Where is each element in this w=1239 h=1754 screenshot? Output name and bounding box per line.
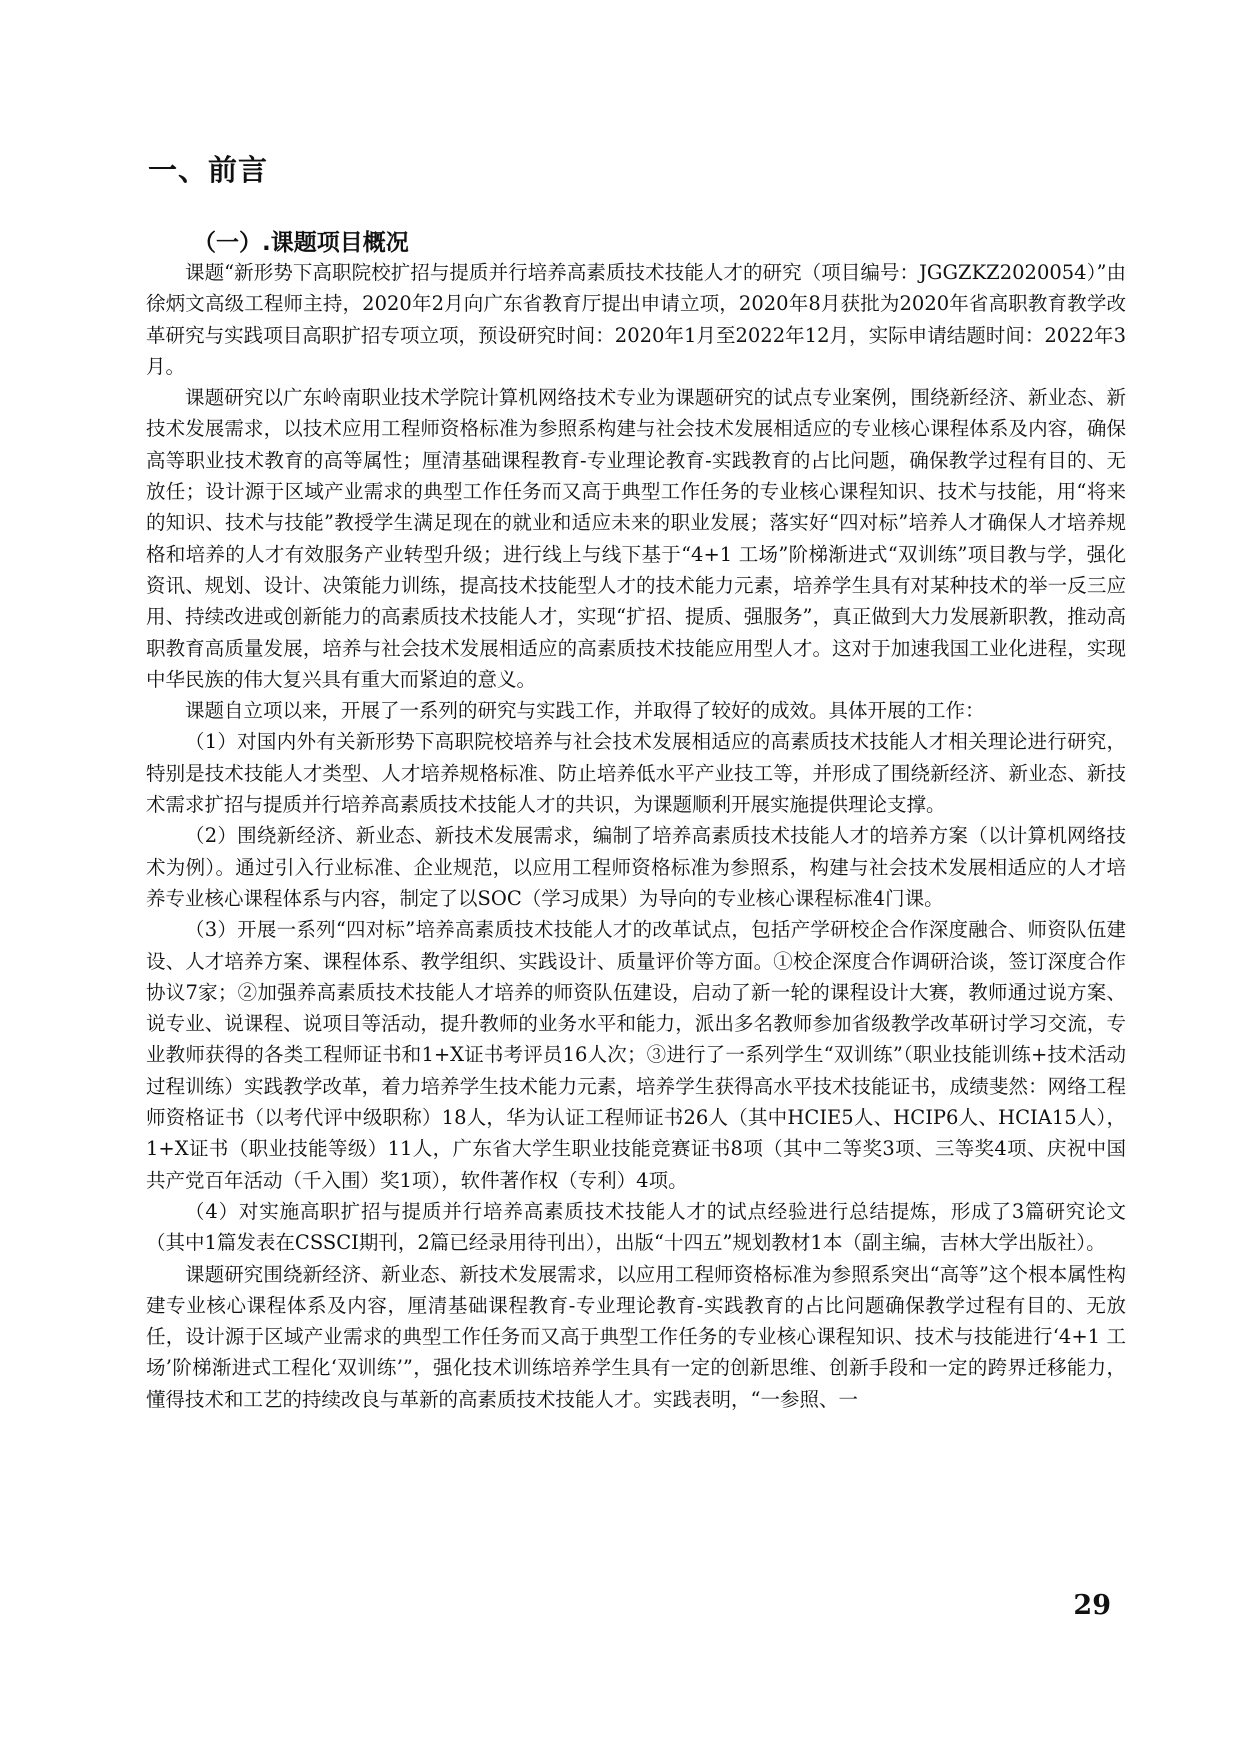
paragraph-item-4: （4）对实施高职扩招与提质并行培养高素质技术技能人才的试点经验进行总结提炼，形成了3篇研究论文（其中1篇发表在CSSCI期刊，2篇已经录用待刊出），出版“十四五”规划教材1本（副主编，吉林大学出版社）。 — [146, 1199, 1126, 1255]
subsection-heading: （一）.课题项目概况 — [193, 230, 409, 256]
paragraph-item-3: （3）开展一系列“四对标”培养高素质技术技能人才的改革试点，包括产学研校企合作深度融合、师资队伍建设、人才培养方案、课程体系、教学组织、实践设计、质量评价等方面。①校企深度合作调研洽谈，签订深度合作协议7家；②加强养高素质技术技能人才培养的师资队伍建设，启动了新一轮的课程设计大赛，教师通过说方案、说专业、说课程、说项目等活动，提升教师的业务水平和能力，派出多名教师参加省级教学改革研讨学习交流，专业教师获得的各类工程师证书和1+X证书考评员16人次；③进行了一系列学生“双训练”（职业技能训练+技术活动过程训练）实践教学改革，着力培养学生技术能力元素，培养学生获得高水平技术技能证书，成绩斐然：网络工程师资格证书（以考代评中级职称）18人，华为认证工程师证书26人（其中HCIE5人、HCIP6人、HCIA15人），1+X证书（职业技能等级）11人，广东省大学生职业技能竞赛证书8项（其中二等奖3项、三等奖4项、庆祝中国共产党百年活动（千入围）奖1项），软件著作权（专利）4项。 — [146, 918, 1126, 1192]
body-text — [146, 257, 1126, 1415]
section-heading: 一、前言 — [148, 153, 269, 187]
paragraph-item-2: （2）围绕新经济、新业态、新技术发展需求，编制了培养高素质技术技能人才的培养方案（以计算机网络技术为例）。通过引入行业标准、企业规范，以应用工程师资格标准为参照系，构建与社会技术发展相适应的人才培养专业核心课程体系与内容，制定了以SOC（学习成果）为导向的专业核心课程标准4门课。 — [146, 824, 1126, 910]
paragraph-research-focus: 课题研究以广东岭南职业技术学院计算机网络技术专业为课题研究的试点专业案例，围绕新经济、新业态、新技术发展需求，以技术应用工程师资格标准为参照系构建与社会技术发展相适应的专业核心课程体系及内容，确保高等职业技术教育的高等属性；厘清基础课程教育-专业理论教育-实践教育的占比问题，确保教学过程有目的、无放任；设计源于区域产业需求的典型工作任务而又高于典型工作任务的专业核心课程知识、技术与技能，用“将来的知识、技术与技能”教授学生满足现在的就业和适应未来的职业发展；落实好“四对标”培养人才确保人才培养规格和培养的人才有效服务产业转型升级；进行线上与线下基于“4+1 工场”阶梯渐进式“双训练”项目教与学，强化资讯、规划、设计、决策能力训练，提高技术技能型人才的技术能力元素，培养学生具有对某种技术的举一反三应用、持续改进或创新能力的高素质技术技能人才，实现“扩招、提质、强服务”，真正做到大力发展新职教，推动高职教育高质量发展，培养与社会技术发展相适应的高素质技术技能应用型人才。这对于加速我国工业化进程，实现中华民族的伟大复兴具有重大而紧迫的意义。 — [146, 386, 1126, 691]
paragraph-work-intro: 课题自立项以来，开展了一系列的研究与实践工作，并取得了较好的成效。具体开展的工作： — [185, 699, 985, 723]
paragraph-project-overview: 课题“新形势下高职院校扩招与提质并行培养高素质技术技能人才的研究（项目编号：JGGZKZ2020054）”由徐炳文高级工程师主持，2020年2月向广东省教育厅提出申请立项，2020年8月获批为2020年省高职教育教学改革研究与实践项目高职扩招专项立项，预设研究时间：2020年1月至2022年12月，实际申请结题时间：2022年3月。 — [146, 261, 1126, 378]
paragraph-item-1: （1）对国内外有关新形势下高职院校培养与社会技术发展相适应的高素质技术技能人才相关理论进行研究，特别是技术技能人才类型、人才培养规格标准、防止培养低水平产业技工等，并形成了围绕新经济、新业态、新技术需求扩招与提质并行培养高素质技术技能人才的共识，为课题顺利开展实施提供理论支撑。 — [146, 730, 1126, 817]
page-number: 29 — [1073, 1590, 1111, 1621]
paragraph-summary: 课题研究围绕新经济、新业态、新技术发展需求，以应用工程师资格标准为参照系突出“高等”这个根本属性构建专业核心课程体系及内容，厘清基础课程教育-专业理论教育-实践教育的占比问题确保教学过程有目的、无放任，设计源于区域产业需求的典型工作任务而又高于典型工作任务的专业核心课程知识、技术与技能进行‘4+1 工场’阶梯渐进式工程化‘双训练’”，强化技术训练培养学生具有一定的创新思维、创新手段和一定的跨界迁移能力，懂得技术和工艺的持续改良与革新的高素质技术技能人才。实践表明，“一参照、一 — [146, 1262, 1126, 1411]
